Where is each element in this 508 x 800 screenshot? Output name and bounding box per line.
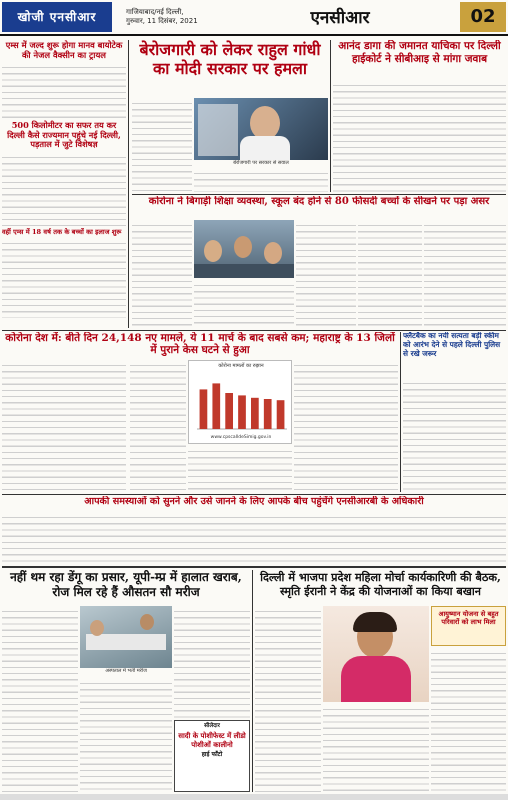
chart-bar <box>225 393 233 429</box>
chart-bar <box>212 383 220 429</box>
dengue-body-2 <box>80 678 172 792</box>
corona-stats-body-1 <box>2 360 126 492</box>
corona-education-headline: कोरोना ने बिगाड़ी शिक्षा व्यवस्था, स्कूल बंद होने से 80 फीसदी बच्चों के सीखने पर पड़ा असर <box>148 196 490 207</box>
pull-quote <box>431 606 506 646</box>
corona-chart <box>188 360 292 444</box>
rahul-gandhi-photo <box>194 98 328 160</box>
left-body-3 <box>2 238 126 318</box>
bjp-body-1 <box>255 606 321 792</box>
column-rule <box>128 40 129 328</box>
chart-bar <box>264 399 272 429</box>
dengue-headline-box <box>2 570 250 604</box>
page-footer <box>0 794 508 800</box>
lead-body-2 <box>194 168 328 192</box>
corona-education-body-1 <box>132 220 192 326</box>
lead-story-headline <box>132 40 328 96</box>
lead-headline: बेरोजगारी को लेकर राहुल गांधी का मोदी सरकार पर हमला <box>139 40 321 78</box>
dateline-city: गाजियाबाद/नई दिल्ली, <box>126 8 184 16</box>
ncr-story-headline: आपकी समस्याओं को सुनने और उसे जानने के लिए आपके बीच पहुंचेंगे एनसीआरबी के अधिकारी <box>84 496 424 507</box>
side-story-headline: फ्लैटबैक का नयी सत्यता बड़ी स्कीम को आरंभ देने से पहले दिल्ली पुलिस से रखे जरूर <box>403 332 501 358</box>
pull-quote-text: आयुष्मान योजना से बहुत परिवारों को लाभ मिला <box>438 610 499 626</box>
bjp-headline-box <box>255 570 506 604</box>
section-rule <box>2 566 506 568</box>
corona-stats-headline: कोरोना देश में: बीते दिन 24,148 नए मामले, ये 11 मार्च के बाद सबसे कम; महाराष्ट्र के 13 जिलों में पुराने केस घटने से हुआ <box>5 332 395 357</box>
side-story-body <box>403 378 506 492</box>
column-rule <box>330 40 331 192</box>
smriti-irani-photo <box>323 606 429 702</box>
corona-stats-body-3 <box>188 446 292 492</box>
chart-caption: कोरोना मामलों का रुझान <box>218 363 264 369</box>
corona-stats-body-4 <box>294 360 398 492</box>
corona-education-body-5 <box>424 220 506 326</box>
left-body-1 <box>2 62 126 118</box>
dateline-date: गुरुवार, 11 दिसंबर, 2021 <box>126 17 198 25</box>
left-headline-3: वहीं एम्स में 18 वर्ष तक के बच्चों का इलाज शुरू <box>2 227 122 236</box>
left-body-2 <box>2 152 126 226</box>
hospital-photo <box>80 606 172 668</box>
bar-chart <box>189 371 293 437</box>
section-rule <box>2 494 506 495</box>
sub-box-tag: हाई फाँटो <box>201 751 223 759</box>
dengue-photo-caption: अस्पताल में भर्ती मरीज <box>105 668 147 674</box>
dengue-body-1 <box>2 606 78 792</box>
newspaper-logo: खोजी एनसीआर <box>2 2 112 32</box>
side-story-headline-box <box>403 332 506 376</box>
ncr-story-headline-box <box>2 496 506 510</box>
sub-box <box>174 720 250 792</box>
lead-photo-caption: बेरोजगारी पर सरकार से सवाल <box>233 160 289 166</box>
left-headline-1: एम्स में जल्द शुरू होगा मानव बायोटेक की नेजल वैक्सीन का ट्रायल <box>5 40 123 60</box>
page-number: 02 <box>460 2 506 32</box>
corona-education-headline-box <box>132 196 506 218</box>
section-title: एनसीआर <box>310 8 370 28</box>
dateline <box>126 8 198 26</box>
section-rule <box>2 330 506 331</box>
left-headline-2: 500 किलोमीटर का सफर तय कर दिल्ली कैसे राज्यमान पहुंचे नई दिल्ली, पड़ताल में जुटे विशेषज्ञ <box>7 120 121 150</box>
bjp-headline: दिल्ली में भाजपा प्रदेश महिला मोर्चा कार्यकारिणी की बैठक, स्मृति ईरानी ने केंद्र की योजनाओं का किया बखान <box>260 570 501 598</box>
classroom-photo <box>194 220 294 278</box>
left-column <box>2 40 126 328</box>
corona-stats-body-2 <box>130 360 186 492</box>
dengue-headline: नहीं थम रहा डेंगू का प्रसार, यूपी-म्प्र में हालात खराब, रोज मिल रहे हैं औसतन सौ मरीज <box>10 570 242 599</box>
sub-box-kicker: सीलेदार <box>204 723 220 729</box>
right-top-body <box>333 80 506 192</box>
column-rule <box>400 332 401 492</box>
chart-bar <box>277 400 285 429</box>
corona-education-body-2 <box>296 220 356 326</box>
sub-box-title: सादी के पोशीफेस्ट में लीडो पोशीओं कालीनो <box>178 731 246 749</box>
ncr-story-body <box>2 512 506 564</box>
chart-bar <box>251 398 259 429</box>
lead-body-1 <box>132 98 192 192</box>
masthead <box>0 0 508 36</box>
corona-education-body-3 <box>194 280 294 326</box>
right-top-headline: आनंद डागा की जमानत याचिका पर दिल्ली हाईकोर्ट ने सीबीआइ से मांगा जवाब <box>338 40 501 65</box>
chart-bar <box>200 389 208 429</box>
bjp-body-2 <box>323 704 429 792</box>
right-top-headline-box <box>333 40 506 78</box>
corona-education-body-4 <box>358 220 422 326</box>
section-rule <box>132 194 506 195</box>
column-rule <box>252 570 253 792</box>
bjp-body-3 <box>431 648 506 792</box>
corona-stats-headline-box <box>2 332 398 358</box>
chart-source: www.cpscaIldeSimig.gov.in <box>210 435 272 440</box>
chart-bar <box>238 395 246 429</box>
